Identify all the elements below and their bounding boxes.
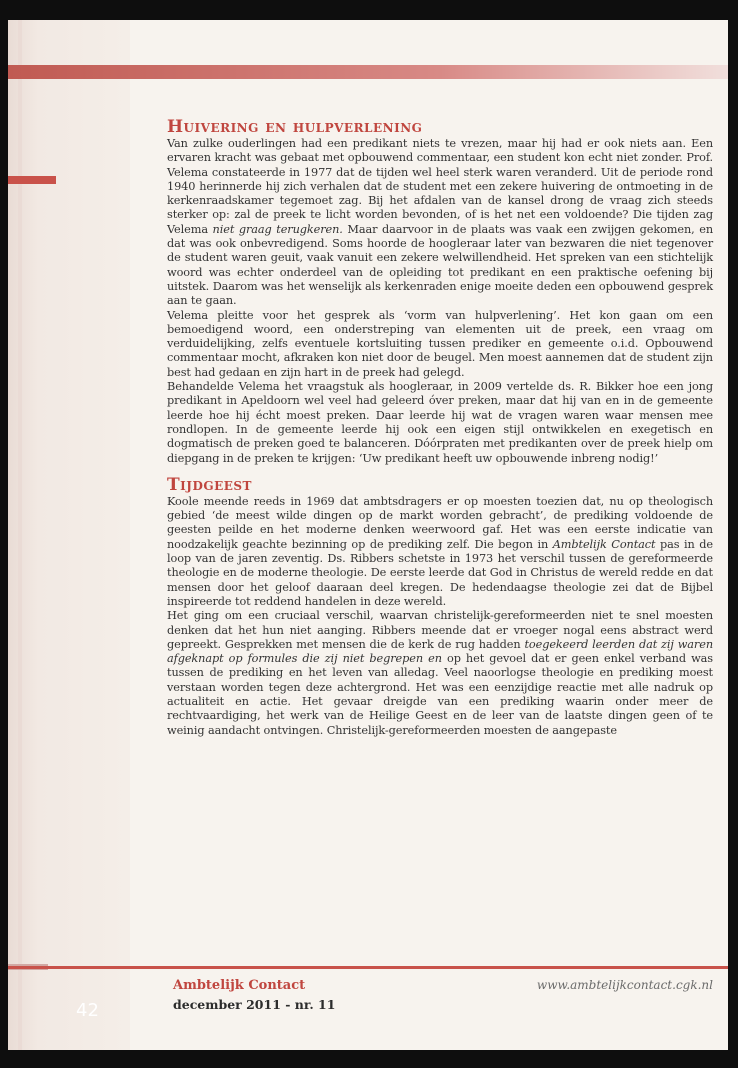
paragraph [167, 137, 713, 309]
paragraph-text: Koole meende reeds in 1969 dat ambtsdragers er op moesten toezien dat, nu op theologisch gebied ‘de meest wilde dingen op de markt worden gebracht’, de prediking voldoende de geesten peilde en het moderne denken weerwoord gaf. Het was een eerste indicatie van noodzakelijk geachte bezinning op de prediking zelf. Die begon in [167, 494, 713, 551]
paragraph-emphasis: niet graag terugkeren. [212, 222, 343, 236]
page-edge-shadow [18, 20, 22, 1050]
footer-rule [8, 966, 728, 969]
paragraph-text: pas in de loop van de jaren zeventig. Ds. Ribbers schetste in 1973 het verschil tussen de gereformeerde theologie en de moderne theologie. De eerste leerde dat God in Christus de wereld redde en dat mensen door het geloof daaraan deel kregen. De hedendaagse theologie zei dat de Bijbel inspireerde tot reddend handelen in deze wereld. [167, 537, 714, 608]
paragraph: Velema pleitte voor het gesprek als ‘vorm van hulpverlening’. Het kon gaan om een bemoedigend woord, een onderstreping van elementen uit de preek, een vraag om verduidelijking, zelfs eventuele kortsluiting tussen prediker en gemeente o.i.d. Opbouwend commentaar mocht, afkraken kon niet door de beugel. Men moest aannemen dat de student zijn best had gedaan en zijn hart in de preek had gelegd. [167, 308, 713, 379]
margin-marker [8, 176, 56, 184]
paragraph [167, 609, 713, 738]
left-margin-band [8, 20, 130, 1050]
paragraph-text: Het ging om een cruciaal verschil, waarvan christelijk-gereformeerden niet te snel moesten denken dat het hun niet aanging. Ribbers meende dat er vroeger nogal eens abstract werd gepreekt. Gesprekken met mensen die de kerk de rug hadden [167, 609, 713, 651]
paragraph [167, 495, 713, 609]
paragraph-text: Van zulke ouderlingen had een predikant niets te vrezen, maar hij had er ook niets aan. Een ervaren kracht was gebaat met opbouwend commentaar, een student kon echt niet zonder. Prof. Velema constateerde in 1977 dat de tijden wel heel sterk waren veranderd. Uit de periode rond 1940 herinnerde hij zich verhalen dat de student met een zekere huivering de ontmoeting in de kerkenraadskamer tegemoet zag. Bij het afdalen van de kansel drong de vraag zich steeds sterker op: zal de preek te licht worden bevonden, of is het net een voldoende? Die tijden zag Velema [167, 137, 713, 236]
paragraph-emphasis: toegekeerd leerden dat zij waren afgeknapt op formules die zij niet begrepen en [167, 637, 713, 666]
website-link[interactable]: www.ambtelijkcontact.cgk.nl [536, 978, 713, 992]
paragraph-text: op het gevoel dat er geen enkel verband was tussen de prediking en het leven van alledag. Veel naoorlogse theologie en prediking moest verstaan worden tegen deze achtergrond. Het was een eenzijdige reactie met alle nadruk op actualiteit en actie. Het gevaar dreigde van een prediking waarin onder meer de rechtvaardiging, het werk van de Heilige Geest en de leer van de laatste dingen geen of te weinig aandacht ontvingen. Christelijk-gereformeerden moesten de aangepaste [167, 652, 713, 737]
section-heading-huivering: Huivering en hulpverlening [167, 117, 423, 137]
page-number: 42 [76, 1000, 99, 1021]
paragraph-emphasis: Ambtelijk Contact [552, 537, 656, 551]
header-color-bar [8, 65, 728, 79]
magazine-page [8, 20, 728, 1050]
paragraph: Behandelde Velema het vraagstuk als hoogleraar, in 2009 vertelde ds. R. Bikker hoe een jong predikant in Apeldoorn wel veel had geleerd óver preken, maar dat hij van en in de gemeente leerde hoe hij écht moest preken. Daar leerde hij wat de vragen waren waar mensen mee rondlopen. In de gemeente leerde hij ook een eigen stijl ontwikkelen en exegetisch en dogmatisch de preken goed te balanceren. Dóórpraten met predikanten over de preek hielp om diepgang in de preken te krijgen: ‘Uw predikant heeft uw opbouwende inbreng nodig!’ [167, 380, 713, 465]
magazine-title: Ambtelijk Contact [173, 978, 306, 993]
section-heading-tijdgeest: Tijdgeest [167, 474, 252, 495]
paragraph-text: Maar daarvoor in de plaats was vaak een zwijgen gekomen, en dat was ook onbevredigend. Soms hoorde de hoogleraar later van bezwaren die niet tegenover de student waren geuit, vaak vanuit een zekere welwillendheid. Het spreken van een stichtelijk woord was echter onderdeel van de opleiding tot predikant en een praktische oefening bij uitstek. Daarom was het wenselijk als kerkenraden enige moeite deden een opbouwend gesprek aan te gaan. [167, 222, 714, 308]
issue-label: december 2011 - nr. 11 [173, 997, 336, 1012]
article-body [167, 118, 713, 738]
